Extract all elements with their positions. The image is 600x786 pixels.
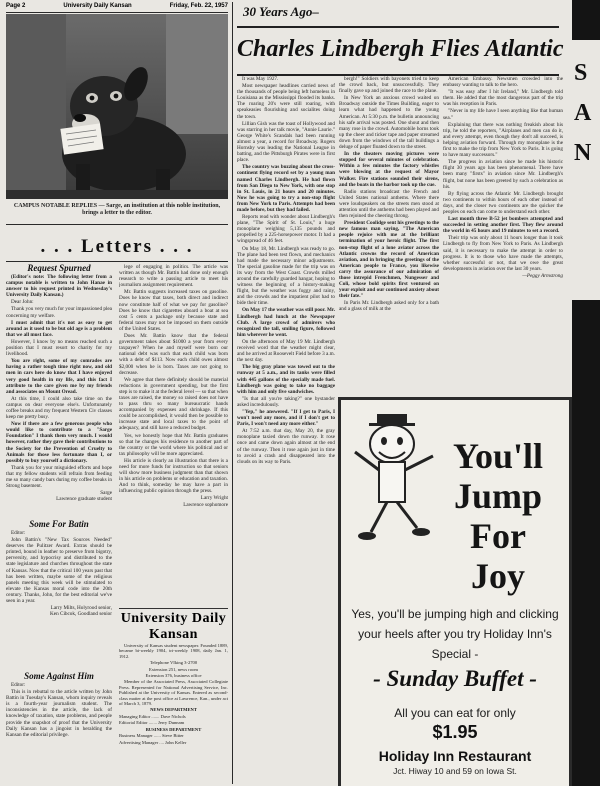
- masthead-box: [119, 608, 228, 784]
- masthead-line: Advertising Manager .... John Keller: [119, 739, 187, 745]
- story-column-1: [237, 76, 335, 782]
- story-para: "Is that all you're taking?" one bystander asked incredulously.: [237, 395, 335, 408]
- story-para: Lillian Gish was the toast of Hollywood and was starring in her talk movie, "Annie Laurie." George White's Scandals had been running almost a year, a record for Broadway. Rogers Hornsby was leading the National League in batting, and the Pittsburgh Pirates were in first place.: [237, 120, 335, 164]
- adjacent-letter: A: [574, 100, 592, 126]
- story-para: Most newspaper headlines carried news of the thousands of people being left homeless in Louisiana as the Mississippi flooded its banks. The roaring 20's were still roaring, with speakeasies flourishing and socialites doing the town.: [237, 83, 335, 120]
- page-masthead: [6, 3, 228, 12]
- story-para: On May 17 the weather was still poor. Mr. Lindbergh had lunch at the Newspaper Club. A large crowd of admirers who recognized the tall, smiling figure, followed him wherever he went.: [237, 307, 335, 338]
- spacer: [239, 398, 335, 399]
- masthead-line: Member of the Associated Press, Associated Collegiate Press. Represented for National Advertising Service, Inc. Published at the University of Kansas. Entered as second-class matter at the post office at Lawrence, Kan., under act of March 3, 1879.: [119, 679, 228, 707]
- against-para: This is in rebuttal to the article written by John Battin in Tuesday's Kansan, whom inquiry reveals is a fourth-year journalism student. The inconsistencies in the article, the lack of knowledge of taxation, state problems, and people provide the snapshot of proof that the University Daily Kansan has a jingoist in heralding the Kansan the editorial privilege.: [6, 689, 112, 738]
- request-para: Thank you for your misguided efforts and hope that my fellow students will refrain from feeding me so many candy bars during my coffee breaks in Strong basement.: [6, 464, 112, 490]
- masthead-line: BUSINESS DEPARTMENT: [145, 726, 202, 732]
- story-para: On the afternoon of May 19 Mr. Lindbergh received word that the weather might clear, and he arrived at Roosevelt Field before 3 a.m. the next day.: [237, 338, 335, 364]
- story-para: "Never in my life have I seen anything like that human sea.": [443, 108, 563, 121]
- request-para: Dear John:: [11, 299, 34, 306]
- mascot-illustration: [349, 412, 439, 552]
- mid-para: Does Mr. Battin know that the federal government takes about $1000 a year from every taxpayer? When he and myself were born our national debt was such that each child was born with a debt of $113. Now each child owes almost $2,000 when he is born. Taxes are not going to decrease.: [119, 333, 228, 376]
- against-para: Editor:: [11, 682, 26, 688]
- story-para: In Paris Mr. Lindbergh asked only for a bath and a glass of milk at the: [339, 300, 439, 313]
- jumping-man-icon: [349, 412, 439, 552]
- ad-headline: [433, 436, 563, 596]
- letter-request: [6, 274, 112, 516]
- story-para: Reports read with wonder about Lindbergh's plane, "The Spirit of St. Louis," a huge monoplane weighing 5,135 pounds and propelled by a 225-horsepower motor. It had a wingspread of 46 feet.: [237, 214, 335, 245]
- story-para: President Coolidge sent his greetings to the new famous man saying, "The American people rejoice with me at the brilliant termination of your heroic flight. The first non-stop flight of a lone aviator across the Atlantic crowns the record of American aviation, and in bringing the greetings of the American people to France, you likewise carry the assurance of our admiration of those intrepid Frenchmen, Nungesser and Coli, whose bold spirits first ventured on your exploit and our continued anxiety about their fate.": [339, 220, 439, 300]
- masthead-box-body: [119, 643, 228, 784]
- request-para: Thank you very much for your impassioned plea concerning my welfare.: [6, 306, 112, 319]
- request-para: (Editor's note: The following letter from a campus notable is written to John Hanae in answer to his request printed in Wednesday's University Daily Kansan.): [6, 274, 112, 299]
- ad-special: - Sunday Buffet -: [373, 666, 537, 691]
- mid-para: lege of engaging in politics. The article was written as though Mr. Battin had done only enough research to write a passing article to meet his journalism assignment requirement.: [119, 264, 228, 289]
- some-for-heading: Some For Batin: [29, 519, 89, 529]
- ad-headline-line: Joy: [471, 556, 525, 596]
- story-para: "It was easy after I hit Ireland," Mr. Lindbergh told them. He added that the most dangerous part of the trip was his reception in Paris.: [443, 89, 563, 108]
- story-para: The big gray plane was towed out to the runway at 5 a.m., and its tanks were filled with 445 gallons of the specially made fuel. Lindbergh was going to take no baggage with him and only five sandwiches.: [237, 364, 335, 395]
- request-para: You are right, some of my comrades are having a rather tough time right now, and old men in cars here do know that I have enjoyed very good health in my life, and this fact I attribute to the care given me by my friends and associates on Mount Oread.: [6, 358, 112, 395]
- story-para: On May 18, Mr. Lindbergh was ready to go. The plane had been test flown, and mechanics had made the necessary minor adjustments. The special gasoline made for the trip was on its way from the West Coast. Crowds milled around the carefully guarded hangar, hoping to witness the beginning of a history-making flight, but the weather was foggy and rainy, and the crowds and the impatient pilot had to bide their time.: [237, 245, 335, 307]
- story-para: The country was buzzing about the cross-continent flying record set by a young man named Charles Lindbergh. He had flown from San Diego to New York, with one stop in St. Louis, in 21 hours and 20 minutes. Now he was going to try a non-stop flight from New York to Paris. Attempts had been made before, but they had failed.: [237, 164, 335, 213]
- story-para: American Embassy. Newsmen crowded into the embassy wanting to talk to the hero.: [443, 76, 563, 89]
- request-heading: Request Spurned: [27, 263, 91, 273]
- kicker: 30 Years Ago–: [243, 4, 319, 19]
- column-divider: [232, 2, 233, 784]
- letter-some-for: [6, 530, 112, 668]
- holiday-inn-ad: [338, 397, 572, 786]
- headline-box: [237, 26, 564, 76]
- dog-photo-illustration: [6, 14, 228, 199]
- request-signature: Sarge: [100, 490, 112, 497]
- photo-caption: CAMPUS NOTABLE REPLIES — Sarge, an institution at this noble institution, brings a letter to the editor.: [13, 203, 221, 216]
- story-para: Explaining that there was nothing freakish about his trip, he told the reporters, "Airplanes and men can do it, and every attempt, even though they don't all succeed, is helping aviation forward. Through my monoplane is the first to make the trip from New York to Paris. It is going to have many successors.": [443, 121, 563, 159]
- ad-headline-line: Jump: [453, 476, 543, 516]
- letter-against: [6, 682, 112, 782]
- masthead-line: Telephone VIking 3-2700: [149, 660, 198, 666]
- ad-address: Jct. Hiway 10 and 59 on Iowa St.: [393, 766, 517, 776]
- masthead-line: Editorial Editor ....... Jerry Dunnam: [119, 720, 185, 726]
- mid-para: We agree that there definitely should be material reductions in government spending, but the first step is to make it at the federal level — so that when taxes are raised, the money so raised does not have to pass thru so many bureaucratic hands accompanied by expenses and shrinkage. If this could be accomplished, it would then be possible to increase state and local taxes to the point of adequacy, and still have a reduced budget.: [119, 376, 228, 432]
- story-para: Last month three B-52 jet bombers attempted and succeeded in setting another first. They flew around the world in 45 hours and 19 minutes to set a record.: [443, 216, 563, 235]
- ad-restaurant-name: Holiday Inn Restaurant: [378, 748, 532, 764]
- mid-para: Yes, we honestly hope that Mr. Battin graduates so that he changes his residence to another part of the country or the world where his political and or tax philosophy will be more appreciated.: [119, 432, 228, 457]
- ad-subtext: Yes, you'll be jumping high and clicking your heels after you try Holiday Inn's Special -: [351, 607, 559, 661]
- letters-heading: . . . Letters . . .: [40, 236, 194, 257]
- spacer-2: [339, 398, 340, 399]
- sarge-photo: [6, 14, 228, 199]
- masthead-line: Extension 251, news room: [149, 666, 198, 672]
- masthead-line: Extension 376, business office: [145, 673, 202, 679]
- page-number: Page 2: [6, 3, 26, 9]
- masthead-line: University of Kansas student newspaper. Founded 1889, became bi-weekly 1904, tri-weekly 1908, daily Jan. 1, 1912.: [119, 643, 228, 659]
- ad-price-intro: All you can eat for only: [394, 706, 516, 720]
- ad-price: $1.95: [432, 722, 478, 742]
- ad-headline-line: For: [470, 516, 526, 556]
- masthead-rule: [6, 12, 228, 13]
- request-para: Now if there are a few generous people who would like to contribute to a "Sarge Foundation" I thank them very much. I would however, rather they gave their contributions to the Society for the Prevention of Cruelty to Animals for those less fortunate than I, or possibly to buy yourself a dictionary.: [6, 421, 112, 464]
- letters-top-rule: [6, 224, 228, 225]
- adjacent-letter: S: [574, 60, 588, 86]
- letter-continued: [119, 264, 228, 604]
- story-para: At 7:52 a.m. that day, May 20, the gray monoplane taxied down the runway. It rose once and came down again almost at the end of the runway. Then it rose again just in time to avoid a crash and disappeared into the clouds on its way to Paris.: [237, 428, 335, 465]
- some-for-signature-2: Ken Cibcok, Goodland senior: [50, 611, 112, 618]
- masthead-box-title: University Daily Kansan: [120, 611, 227, 642]
- paper-name: University Daily Kansan: [63, 3, 132, 9]
- ad-headline-line: You'll: [452, 436, 544, 476]
- some-for-signature: Larry Milts, Holyrood senior,: [50, 605, 112, 612]
- request-para: However, I know by no means reached such a position that I must resort to charity for my livelihood.: [6, 338, 112, 358]
- story-column-3: [443, 76, 563, 394]
- masthead-line: Business Manager ...... Steve Bitter: [119, 733, 184, 739]
- mid-signature: Larry Wright: [200, 495, 228, 502]
- masthead-line: Managing Editor ....... Dave Nichols: [119, 713, 186, 719]
- story-headline: Charles Lindbergh Flies Atlantic: [237, 36, 564, 62]
- adjacent-page-edge: [572, 0, 600, 786]
- story-para: "Yep," he answered. "If I get to Paris, I won't need any more, and if I don't get to Paris, I won't need any more either.": [237, 408, 335, 428]
- story-para: By flying across the Atlantic Mr. Lindbergh brought two continents to within hours of each other instead of days, and the closer two continents are the quicker the peoples on each can come to understand each other.: [443, 190, 563, 215]
- mid-signature-title: Lawrence sophomore: [183, 501, 228, 508]
- story-para: The progress in aviation since he made his historic flight 30 years ago has been phenomenal. There have been many "firsts" in aviation since Mr. Lindbergh's flight, but none has been greeted by such a celebration as his.: [443, 159, 563, 190]
- story-para: In the theaters moving pictures were stopped for several minutes of celebration. Within a few minutes the factory whistles were blowing at the request of Mayor Walker. Fire stations sounded their sirens, and the boats in the harbor took up the cue.: [339, 151, 439, 188]
- issue-date: Friday, Feb. 22, 1957: [169, 3, 228, 9]
- mid-para: Mr. Battin suggests increased taxes on gasoline. Does he know that taxes, both direct and indirect now constitute half of what we pay for gasoline? Does he know that cigarettes aboard a boat at sea cost 5 cents a package only because state and federal taxes may not be imposed on them outside of the United States.: [119, 289, 228, 332]
- story-column-2-top: [339, 76, 439, 394]
- story-para: It was May 1927.: [242, 76, 279, 82]
- letters-bottom-rule: [6, 261, 228, 262]
- story-byline: —Peggy Armstrong: [522, 272, 563, 279]
- story-para: bergh!" Soldiers with bayonets tried to keep the crowd back, but unsuccessfully. They finally gave up and joined the race to the plane.: [339, 76, 439, 95]
- story-para: Their trip was only about 11 hours longer than it took Lindbergh to fly from New York to Paris. As Lindbergh said, it is necessary to make the attempt in order to progress. It is to those who have made the attempts, whether successful or not, that we owe the great developments in aviation over the last 30 years.: [443, 235, 563, 272]
- against-heading: Some Against Him: [24, 671, 94, 681]
- mid-para: His article is clearly an illustration that there is a need for more funds for instruction so that seniors will show more business judgment than that shown in his article on problems or education and taxation. And to think, someday he may have a part in influencing public opinion through the press.: [119, 457, 228, 495]
- request-para: At this time, I could also take time on the campus on dear everyone else's. Unfortunately coffee breaks and my frequent Western Civ classes keep me pretty busy.: [6, 395, 112, 421]
- some-for-para: John Battin's "New Tax Sources Needed" deserves the Pulitzer Award. Extras should be printed, bound in leather to preserve from bigotry, perversity, and hypocrisy and distributed to the state legislature and churches throughout the state of Kansas. Now that the critical 100 years past that has been written, maybe some of the religious panels meeting this week will be stimulated to elevate the Kansas moral code into the 20th century. Thanks, John, for the best editorial we've seen in a year.: [6, 537, 112, 605]
- story-para: In New York an anxious crowd waited on Broadway outside the Times Building, eager to learn what had happened to the young American. At 5:30 p.m. the bulletin announcing his safe arrival was posted. One shout and then many rose in the crowd. Automobile horns took up the cheer and ticker tape and paper streamed down from the windows of the tall buildings a deluge of paper floated down to the street.: [339, 95, 439, 151]
- spacer-3: [239, 0, 240, 1]
- masthead-line: NEWS DEPARTMENT: [150, 707, 197, 713]
- adjacent-letter: N: [574, 140, 592, 166]
- some-for-para: Editor:: [11, 530, 26, 536]
- request-signature-title: Lawrence graduate student: [56, 496, 112, 503]
- request-para: I must admit that it's not as easy to get around as it used to be but old age is a problem that we all must face.: [6, 319, 112, 338]
- story-para: Radio stations broadcast the French and United States national anthems. Where there were loudspeakers on the streets men stood at attention until the anthems had been played and then rejoined the cheering throng.: [339, 188, 439, 220]
